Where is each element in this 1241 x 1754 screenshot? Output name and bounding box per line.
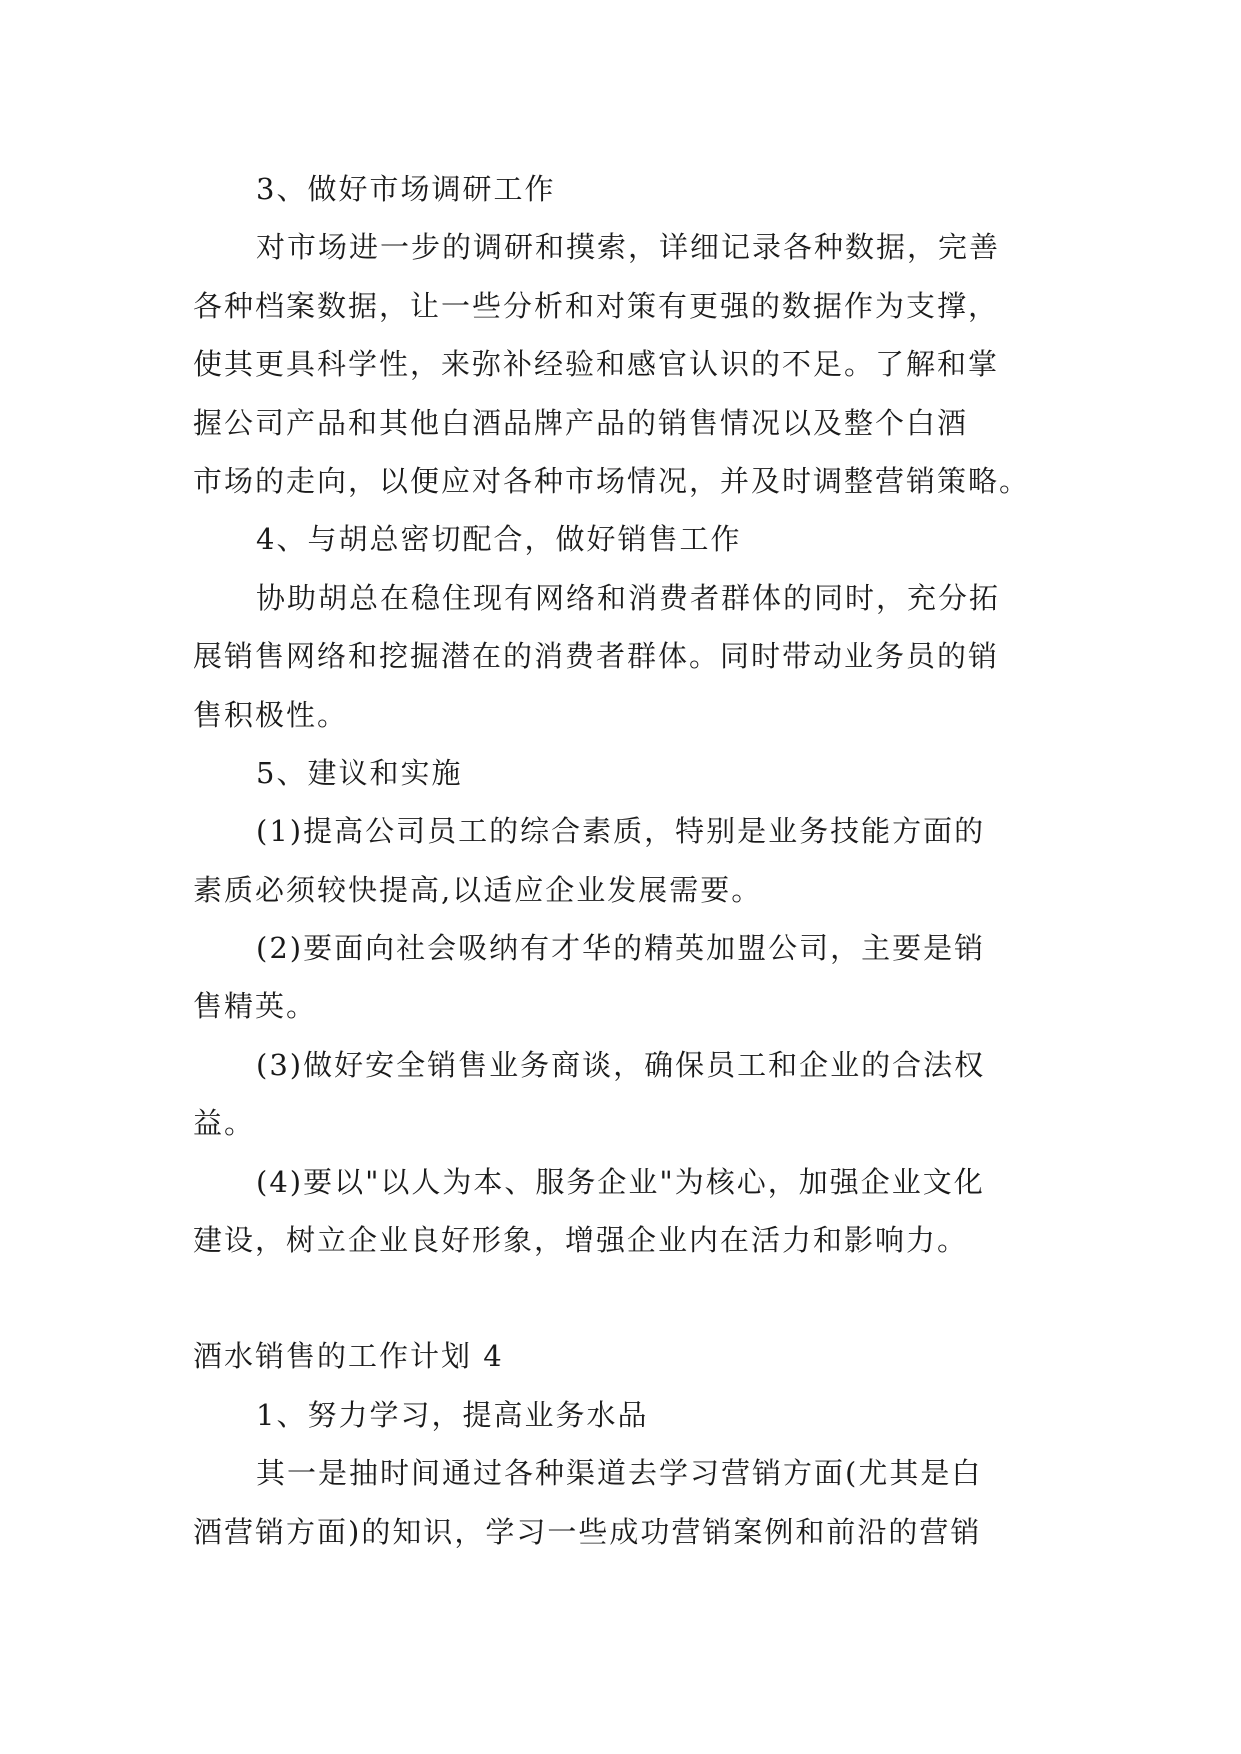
paragraph-line: 售积极性。: [193, 697, 349, 732]
paragraph-line: 酒营销方面)的知识，学习一些成功营销案例和前沿的营销: [193, 1514, 982, 1549]
list-item-3-line: (3)做好安全销售业务商谈，确保员工和企业的合法权: [256, 1047, 986, 1082]
paragraph-line: 对市场进一步的调研和摸索，详细记录各种数据，完善: [256, 230, 1001, 265]
list-item-4-line: (4)要以"以人为本、服务企业"为核心，加强企业文化: [256, 1164, 985, 1199]
section-4-heading: 4、与胡总密切配合，做好销售工作: [256, 522, 742, 557]
paragraph-line: 使其更具科学性，来弥补经验和感官认识的不足。了解和掌: [193, 347, 1000, 382]
paragraph-line: 握公司产品和其他白酒品牌产品的销售情况以及整个白酒: [193, 405, 969, 440]
section-3-heading: 3、做好市场调研工作: [256, 172, 556, 206]
plan-4-title: 酒水销售的工作计划 4: [193, 1339, 504, 1374]
list-item-2-line: (2)要面向社会吸纳有才华的精英加盟公司，主要是销: [256, 931, 986, 966]
list-item-2-line: 售精英。: [193, 989, 318, 1024]
document-body: [193, 160, 1053, 1561]
paragraph-line: 展销售网络和挖掘潜在的消费者群体。同时带动业务员的销: [193, 639, 1000, 674]
paragraph-line: 其一是抽时间通过各种渠道去学习营销方面(尤其是白: [256, 1456, 983, 1491]
plan-4-point-1-heading: 1、努力学习，提高业务水品: [256, 1397, 649, 1432]
paragraph-line: 市场的走向，以便应对各种市场情况，并及时调整营销策略。: [193, 463, 1031, 498]
list-item-1-line: 素质必须较快提高,以适应企业发展需要。: [193, 872, 763, 907]
paragraph-line: 协助胡总在稳住现有网络和消费者群体的同时，充分拓: [256, 580, 1001, 615]
list-item-1-line: (1)提高公司员工的综合素质，特别是业务技能方面的: [256, 814, 986, 849]
section-spacer: [193, 1269, 1053, 1327]
section-5-heading: 5、建议和实施: [256, 755, 463, 790]
paragraph-line: 各种档案数据，让一些分析和对策有更强的数据作为支撑，: [193, 288, 1000, 323]
list-item-3-line: 益。: [193, 1106, 256, 1141]
list-item-4-line: 建设，树立企业良好形象，增强企业内在活力和影响力。: [193, 1223, 969, 1258]
